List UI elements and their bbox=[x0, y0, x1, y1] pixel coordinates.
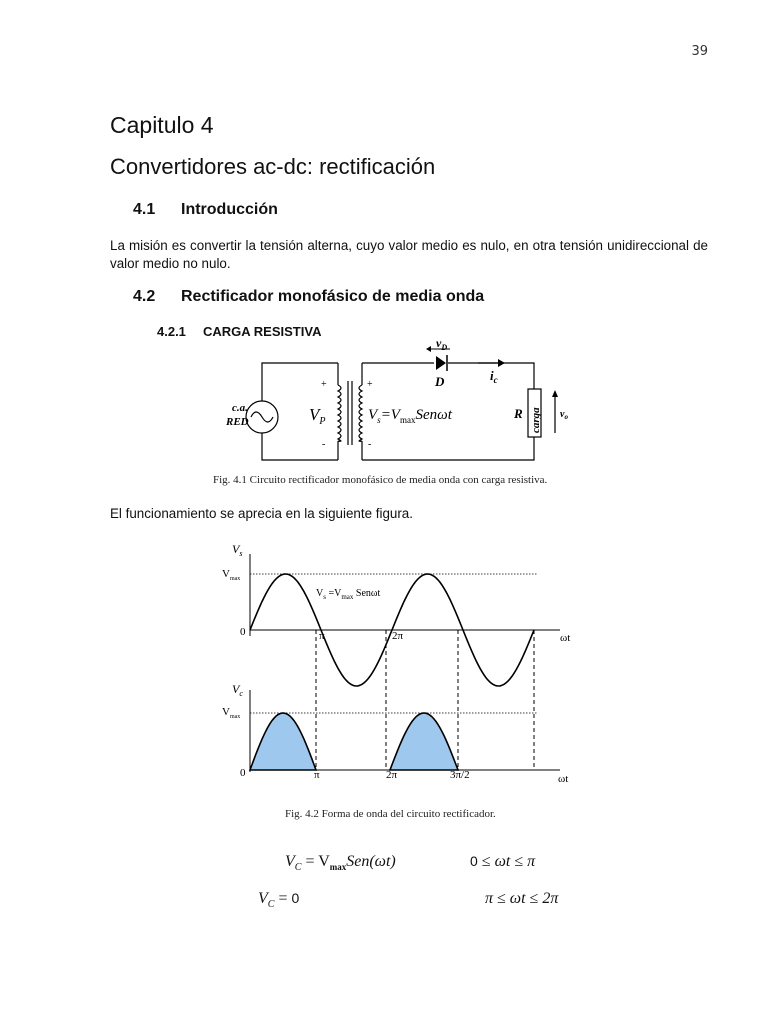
subsection-title: CARGA RESISTIVA bbox=[203, 324, 322, 339]
vmax-label: $V_{max}$ bbox=[222, 706, 241, 720]
vs-plot bbox=[250, 554, 560, 686]
vc-axis-label: $V_c$ bbox=[232, 682, 243, 698]
subsection-number: 4.2.1 bbox=[157, 324, 186, 339]
plus-sign: + bbox=[321, 379, 327, 390]
figure-caption: Fig. 4.1 Circuito rectificador monofásico de media onda con carga resistiva. bbox=[213, 474, 548, 486]
vc-half-wave-2 bbox=[390, 713, 458, 770]
equation-1-condition: 0 ≤ ωt ≤ π bbox=[470, 853, 536, 870]
vp-label: $V_P$ bbox=[309, 405, 326, 427]
ic-label: $i_c$ bbox=[490, 368, 498, 385]
zero-label: 0 bbox=[240, 626, 246, 638]
primary-coil bbox=[338, 385, 341, 441]
body-paragraph: El funcionamiento se aprecia en la siguiente figura. bbox=[110, 506, 413, 521]
pi-label: π bbox=[314, 769, 320, 781]
zero-label: 0 bbox=[240, 767, 246, 779]
vd-label: $v_D$ bbox=[436, 336, 448, 352]
wire bbox=[262, 363, 338, 366]
waveform-figure bbox=[218, 540, 580, 790]
vs-equation: $V_s =V_{max}$ Senωt bbox=[316, 588, 381, 601]
diode-symbol bbox=[436, 355, 447, 371]
minus-sign: - bbox=[322, 439, 326, 450]
two-pi-label: 2π bbox=[392, 630, 404, 642]
section-heading-4-2 bbox=[133, 288, 484, 306]
page-number: 39 bbox=[691, 44, 708, 59]
current-arrow bbox=[478, 359, 505, 367]
section-title: Rectificador monofásico de media onda bbox=[181, 288, 485, 305]
source-label-top: c.a. bbox=[232, 402, 248, 414]
vo-arrow-head bbox=[552, 390, 558, 397]
chapter-heading: Capitulo 4 bbox=[110, 112, 214, 138]
three-pi-half-label: 3π/2 bbox=[450, 769, 470, 781]
section-title: Introducción bbox=[181, 201, 278, 218]
circuit-diagram bbox=[208, 333, 578, 463]
two-pi-label: 2π bbox=[386, 769, 398, 781]
secondary-coil bbox=[359, 385, 362, 441]
vo-label: $v_o$ bbox=[560, 409, 568, 421]
wt-axis-label: ωt bbox=[560, 632, 571, 644]
section-heading-4-1 bbox=[133, 201, 278, 219]
plus-sign: + bbox=[367, 379, 373, 390]
minus-sign: - bbox=[368, 439, 372, 450]
wt-axis-label: ωt bbox=[558, 773, 569, 785]
source-label-bottom: RED bbox=[226, 416, 249, 428]
section-number: 4.1 bbox=[133, 201, 156, 218]
equation-1: $V_C = V_{max}Sen(\omega t)$ bbox=[285, 853, 396, 874]
pi-label: π bbox=[319, 630, 325, 642]
vc-half-wave-1 bbox=[250, 713, 316, 770]
chapter-title: Convertidores ac-dc: rectificación bbox=[110, 154, 436, 179]
figure-caption: Fig. 4.2 Forma de onda del circuito rectificador. bbox=[285, 808, 496, 820]
vs-axis-label: $V_s$ bbox=[232, 542, 243, 558]
vmax-label: $V_{max}$ bbox=[222, 568, 241, 582]
equation-2-condition: π ≤ ωt ≤ 2π bbox=[485, 890, 559, 907]
diode-label: D bbox=[435, 374, 445, 389]
intro-paragraph: La misión es convertir la tensión alterna, cuyo valor medio es nulo, en otra tensión unidireccional de valor medio no nulo. bbox=[110, 238, 708, 271]
resistor-label: R bbox=[514, 406, 523, 421]
vs-expression: $V_s=V_{max}Sen\omega t$ bbox=[368, 407, 452, 425]
vc-plot bbox=[250, 690, 560, 772]
load-label: carga bbox=[530, 407, 542, 433]
equation-2: $V_C = 0$ bbox=[258, 890, 300, 911]
section-number: 4.2 bbox=[133, 288, 156, 305]
